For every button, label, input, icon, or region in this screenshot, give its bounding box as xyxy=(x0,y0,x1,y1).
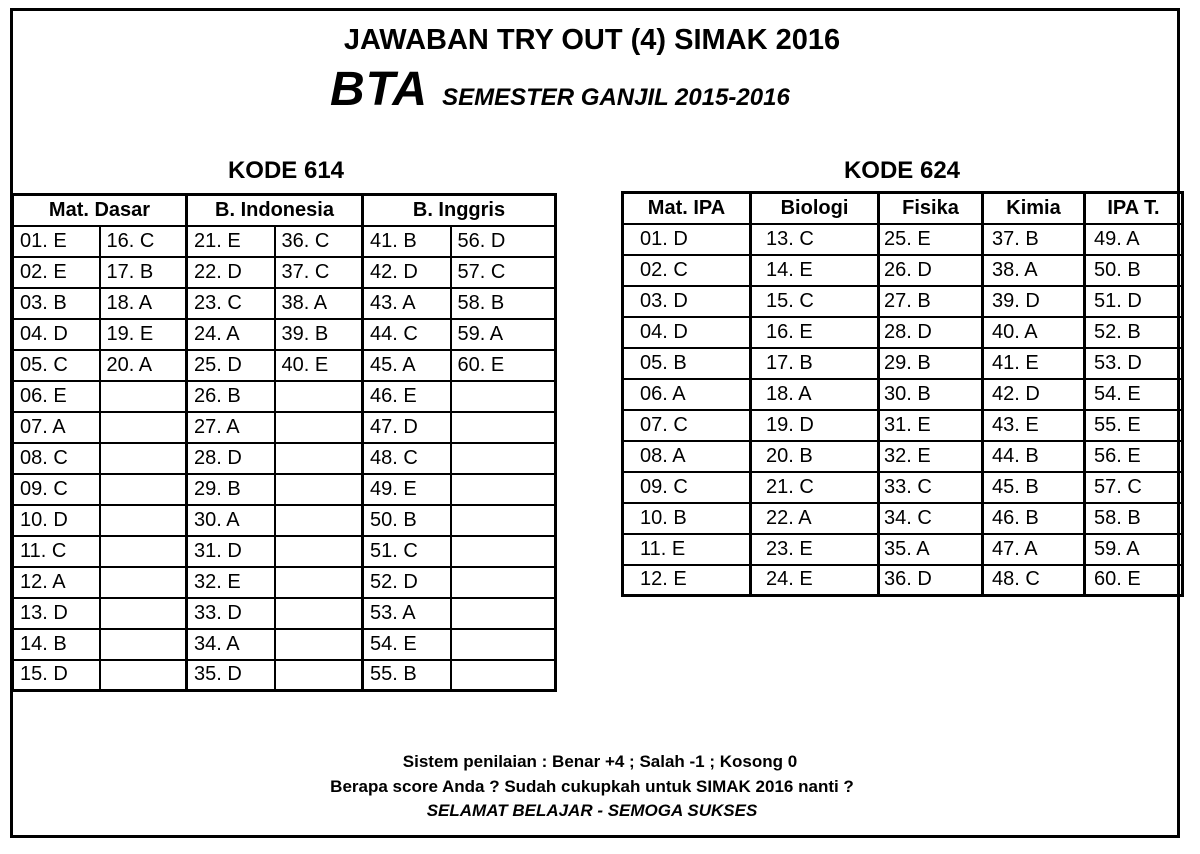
answer-cell xyxy=(100,505,187,536)
table-row xyxy=(13,350,556,381)
answer-cell xyxy=(451,443,556,474)
scoring-system-text: Sistem penilaian : Benar +4 ; Salah -1 ; Kosong 0 xyxy=(402,752,798,771)
answer-cell: 39. D xyxy=(983,286,1085,317)
table-row xyxy=(623,224,1183,255)
answer-cell: 12. E xyxy=(623,565,751,596)
answer-cell: 15. C xyxy=(751,286,879,317)
answer-cell xyxy=(451,474,556,505)
answer-cell: 51. C xyxy=(363,536,451,567)
answer-cell: 04. D xyxy=(623,317,751,348)
answer-cell xyxy=(275,412,363,443)
answer-cell: 17. B xyxy=(751,348,879,379)
column-header-b-inggris: B. Inggris xyxy=(363,195,556,226)
answer-cell: 06. E xyxy=(13,381,100,412)
answer-cell: 50. B xyxy=(1085,255,1183,286)
answer-cell xyxy=(275,505,363,536)
kode-614-label: KODE 614 xyxy=(227,157,345,184)
answer-cell xyxy=(100,660,187,691)
answer-cell: 02. C xyxy=(623,255,751,286)
answer-cell xyxy=(275,381,363,412)
answer-cell: 07. C xyxy=(623,410,751,441)
table-row xyxy=(13,598,556,629)
answer-cell xyxy=(100,381,187,412)
answer-cell: 42. D xyxy=(983,379,1085,410)
column-header-kimia: Kimia xyxy=(983,193,1085,224)
answer-cell xyxy=(451,629,556,660)
answer-cell: 55. B xyxy=(363,660,451,691)
answer-cell: 58. B xyxy=(451,288,556,319)
answer-cell: 28. D xyxy=(879,317,983,348)
table-row xyxy=(13,381,556,412)
table-row xyxy=(13,567,556,598)
answer-cell: 10. B xyxy=(623,503,751,534)
column-header-b-indonesia: B. Indonesia xyxy=(187,195,363,226)
answer-cell: 35. A xyxy=(879,534,983,565)
brand-logo: BTA xyxy=(330,63,429,116)
answer-cell: 03. B xyxy=(13,288,100,319)
answer-cell: 37. C xyxy=(275,257,363,288)
table-row xyxy=(13,319,556,350)
answer-cell: 54. E xyxy=(1085,379,1183,410)
answer-cell: 09. C xyxy=(13,474,100,505)
answer-cell: 39. B xyxy=(275,319,363,350)
subtitle-row xyxy=(330,62,790,117)
answer-cell: 55. E xyxy=(1085,410,1183,441)
answer-cell: 14. E xyxy=(751,255,879,286)
answer-cell: 16. E xyxy=(751,317,879,348)
answer-cell: 59. A xyxy=(451,319,556,350)
answer-cell: 56. D xyxy=(451,226,556,257)
answer-cell: 53. D xyxy=(1085,348,1183,379)
answer-cell: 13. C xyxy=(751,224,879,255)
table-row xyxy=(13,443,556,474)
answer-cell: 57. C xyxy=(451,257,556,288)
answer-cell: 45. A xyxy=(363,350,451,381)
answer-cell: 01. D xyxy=(623,224,751,255)
answer-cell: 43. E xyxy=(983,410,1085,441)
page-title: JAWABAN TRY OUT (4) SIMAK 2016 xyxy=(343,24,841,56)
answer-cell: 44. B xyxy=(983,441,1085,472)
answer-cell: 53. A xyxy=(363,598,451,629)
answer-cell: 46. E xyxy=(363,381,451,412)
answer-cell: 16. C xyxy=(100,226,187,257)
answer-cell: 20. A xyxy=(100,350,187,381)
answer-cell: 45. B xyxy=(983,472,1085,503)
answer-cell: 47. D xyxy=(363,412,451,443)
answer-cell: 49. A xyxy=(1085,224,1183,255)
answer-cell: 29. B xyxy=(187,474,275,505)
answer-cell: 48. C xyxy=(363,443,451,474)
answer-cell: 31. D xyxy=(187,536,275,567)
answer-cell xyxy=(451,660,556,691)
column-header-biologi: Biologi xyxy=(751,193,879,224)
answer-cell: 33. D xyxy=(187,598,275,629)
answer-cell: 50. B xyxy=(363,505,451,536)
answer-table-614 xyxy=(11,193,557,692)
semester-label: SEMESTER GANJIL 2015-2016 xyxy=(442,84,790,111)
answer-cell xyxy=(451,567,556,598)
answer-cell xyxy=(100,567,187,598)
answer-cell: 32. E xyxy=(879,441,983,472)
answer-cell: 18. A xyxy=(100,288,187,319)
answer-cell: 30. A xyxy=(187,505,275,536)
closing-message: SELAMAT BELAJAR - SEMOGA SUKSES xyxy=(426,801,758,820)
answer-table-624 xyxy=(621,191,1184,597)
answer-cell: 04. D xyxy=(13,319,100,350)
table-row xyxy=(623,472,1183,503)
answer-cell: 15. D xyxy=(13,660,100,691)
answer-cell: 19. E xyxy=(100,319,187,350)
kode-624-label: KODE 624 xyxy=(843,157,961,184)
answer-cell: 17. B xyxy=(100,257,187,288)
answer-cell xyxy=(100,629,187,660)
answer-cell: 37. B xyxy=(983,224,1085,255)
answer-cell: 34. A xyxy=(187,629,275,660)
answer-cell: 23. E xyxy=(751,534,879,565)
answer-cell: 60. E xyxy=(451,350,556,381)
answer-cell: 52. B xyxy=(1085,317,1183,348)
answer-cell: 44. C xyxy=(363,319,451,350)
answer-cell: 54. E xyxy=(363,629,451,660)
table-row xyxy=(623,565,1183,596)
answer-cell: 35. D xyxy=(187,660,275,691)
answer-cell xyxy=(100,536,187,567)
answer-cell: 26. D xyxy=(879,255,983,286)
answer-cell: 23. C xyxy=(187,288,275,319)
answer-cell: 06. A xyxy=(623,379,751,410)
answer-cell: 59. A xyxy=(1085,534,1183,565)
answer-cell: 38. A xyxy=(983,255,1085,286)
answer-cell: 05. B xyxy=(623,348,751,379)
answer-cell: 48. C xyxy=(983,565,1085,596)
answer-cell: 41. E xyxy=(983,348,1085,379)
answer-cell: 43. A xyxy=(363,288,451,319)
answer-cell: 02. E xyxy=(13,257,100,288)
answer-cell: 21. E xyxy=(187,226,275,257)
answer-cell xyxy=(275,536,363,567)
answer-cell: 07. A xyxy=(13,412,100,443)
table-row xyxy=(13,474,556,505)
answer-cell: 47. A xyxy=(983,534,1085,565)
table-row xyxy=(13,536,556,567)
answer-cell xyxy=(275,629,363,660)
answer-cell xyxy=(100,443,187,474)
answer-cell: 01. E xyxy=(13,226,100,257)
answer-cell: 27. A xyxy=(187,412,275,443)
answer-cell: 52. D xyxy=(363,567,451,598)
table-row xyxy=(623,348,1183,379)
answer-cell: 19. D xyxy=(751,410,879,441)
answer-cell: 22. D xyxy=(187,257,275,288)
answer-cell xyxy=(275,598,363,629)
column-header-mat-dasar: Mat. Dasar xyxy=(13,195,187,226)
answer-cell: 29. B xyxy=(879,348,983,379)
answer-cell: 46. B xyxy=(983,503,1085,534)
table-row xyxy=(623,255,1183,286)
table-row xyxy=(623,379,1183,410)
table-row xyxy=(623,441,1183,472)
answer-cell: 24. A xyxy=(187,319,275,350)
answer-cell: 30. B xyxy=(879,379,983,410)
answer-cell: 31. E xyxy=(879,410,983,441)
table-row xyxy=(623,503,1183,534)
answer-cell xyxy=(275,660,363,691)
table-row xyxy=(623,534,1183,565)
answer-cell: 08. C xyxy=(13,443,100,474)
answer-cell: 20. B xyxy=(751,441,879,472)
answer-cell: 11. C xyxy=(13,536,100,567)
answer-cell xyxy=(100,474,187,505)
answer-cell xyxy=(275,474,363,505)
answer-cell: 03. D xyxy=(623,286,751,317)
answer-cell: 42. D xyxy=(363,257,451,288)
answer-cell: 41. B xyxy=(363,226,451,257)
answer-cell xyxy=(451,536,556,567)
table-row xyxy=(13,629,556,660)
table-row xyxy=(13,288,556,319)
answer-cell: 10. D xyxy=(13,505,100,536)
answer-cell xyxy=(451,505,556,536)
answer-cell: 40. A xyxy=(983,317,1085,348)
column-header-ipa-t: IPA T. xyxy=(1085,193,1183,224)
table-row xyxy=(623,286,1183,317)
answer-cell: 21. C xyxy=(751,472,879,503)
answer-cell: 58. B xyxy=(1085,503,1183,534)
answer-cell: 32. E xyxy=(187,567,275,598)
column-header-fisika: Fisika xyxy=(879,193,983,224)
answer-cell xyxy=(451,412,556,443)
answer-cell: 13. D xyxy=(13,598,100,629)
table-row xyxy=(13,412,556,443)
answer-cell: 49. E xyxy=(363,474,451,505)
answer-cell xyxy=(451,381,556,412)
table-row xyxy=(13,505,556,536)
answer-cell: 25. D xyxy=(187,350,275,381)
answer-cell: 40. E xyxy=(275,350,363,381)
answer-cell: 60. E xyxy=(1085,565,1183,596)
answer-cell: 57. C xyxy=(1085,472,1183,503)
answer-cell: 34. C xyxy=(879,503,983,534)
answer-cell: 09. C xyxy=(623,472,751,503)
answer-cell: 38. A xyxy=(275,288,363,319)
answer-cell: 28. D xyxy=(187,443,275,474)
answer-cell xyxy=(275,443,363,474)
table-row xyxy=(13,257,556,288)
answer-cell: 11. E xyxy=(623,534,751,565)
answer-cell: 18. A xyxy=(751,379,879,410)
table-row xyxy=(623,410,1183,441)
answer-cell: 08. A xyxy=(623,441,751,472)
table-row xyxy=(13,660,556,691)
answer-cell: 56. E xyxy=(1085,441,1183,472)
answer-cell: 14. B xyxy=(13,629,100,660)
answer-cell: 25. E xyxy=(879,224,983,255)
answer-cell xyxy=(100,598,187,629)
score-question-text: Berapa score Anda ? Sudah cukupkah untuk SIMAK 2016 nanti ? xyxy=(330,777,854,796)
column-header-mat-ipa: Mat. IPA xyxy=(623,193,751,224)
answer-cell: 22. A xyxy=(751,503,879,534)
answer-cell: 05. C xyxy=(13,350,100,381)
answer-cell: 12. A xyxy=(13,567,100,598)
answer-cell: 36. C xyxy=(275,226,363,257)
answer-cell xyxy=(275,567,363,598)
answer-cell xyxy=(100,412,187,443)
answer-cell: 51. D xyxy=(1085,286,1183,317)
answer-cell: 36. D xyxy=(879,565,983,596)
answer-cell: 26. B xyxy=(187,381,275,412)
answer-cell xyxy=(451,598,556,629)
table-row xyxy=(623,317,1183,348)
table-row xyxy=(13,226,556,257)
answer-cell: 24. E xyxy=(751,565,879,596)
answer-cell: 33. C xyxy=(879,472,983,503)
answer-cell: 27. B xyxy=(879,286,983,317)
